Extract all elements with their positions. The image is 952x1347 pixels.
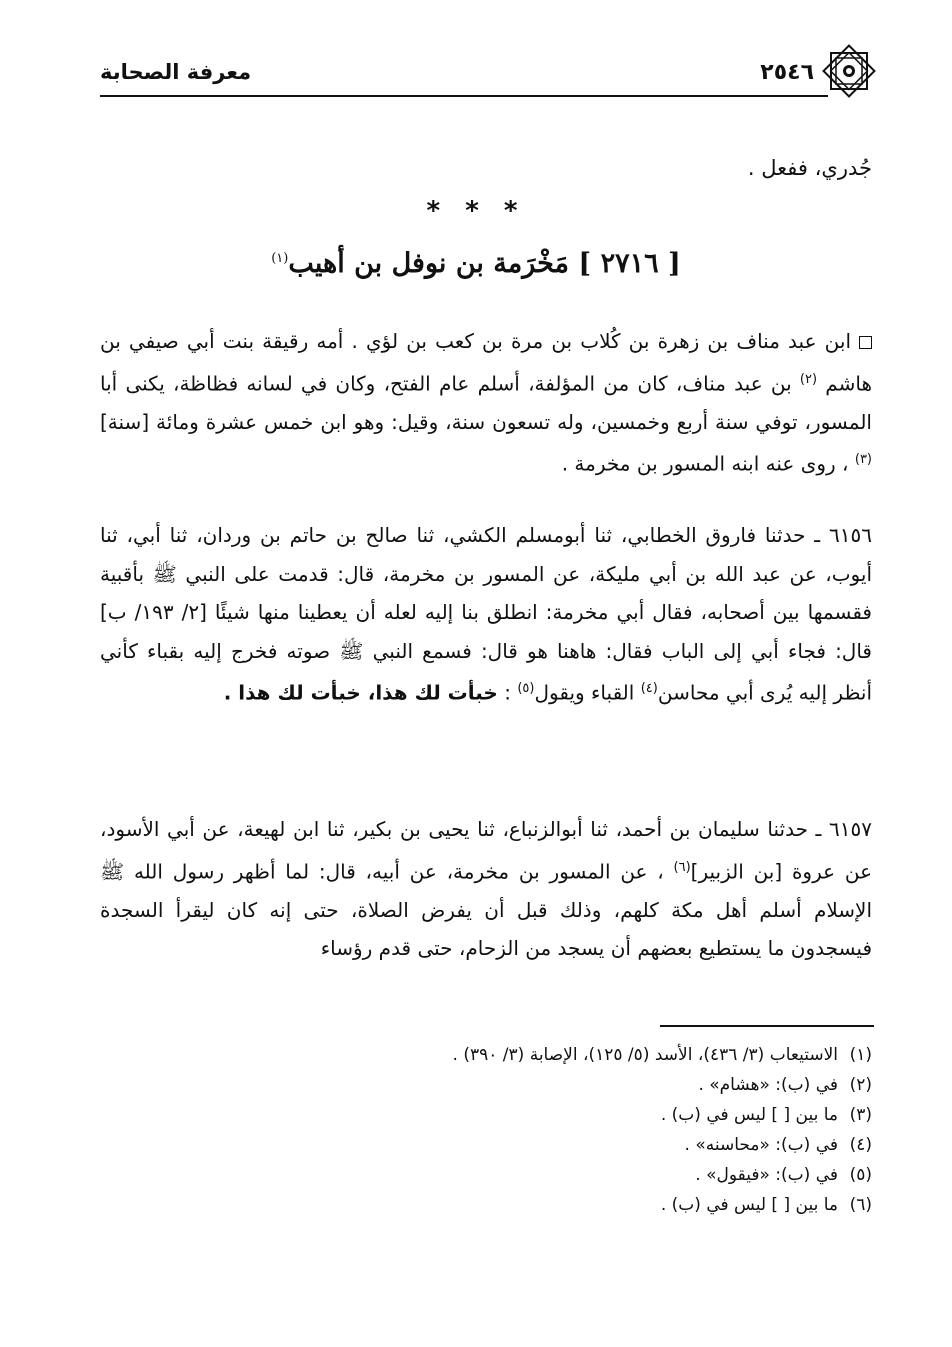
book-title: معرفة الصحابة bbox=[100, 60, 252, 84]
footnote-ref: (٦) bbox=[673, 859, 691, 875]
footnote-number: (٢) bbox=[849, 1075, 872, 1095]
hadith-text: ، عن المسور بن مخرمة، عن أبيه، قال: لما أظهر رسول الله ﷺ الإسلام أسلم أهل مكة كلهم، وذلك قبل أن يفرض الصلاة، حتى إنه كان ليقرأ السجدة فيسجدون ما يستطيع بعضهم أن يسجد من الزحام، حتى قدم رؤساء bbox=[100, 859, 872, 961]
footnote-item bbox=[100, 1130, 872, 1160]
footnote-ref: (٢) bbox=[799, 371, 818, 387]
footnote-text: في (ب): «هشام» . bbox=[698, 1075, 838, 1095]
biography-paragraph bbox=[100, 322, 872, 483]
footnote-text: في (ب): «محاسنه» . bbox=[684, 1135, 838, 1155]
hadith-text: القباء ويقول bbox=[534, 680, 635, 705]
page-number: ٢٥٤٦ bbox=[760, 60, 814, 85]
entry-number: [ ٢٧١٦ ] bbox=[578, 248, 681, 279]
footnote-divider bbox=[660, 1025, 874, 1027]
bio-text: ابن عبد مناف بن زهرة بن كُلاب بن مرة بن كعب بن لؤي . أمه رقيقة بنت أبي صيفي بن هاشم bbox=[100, 329, 872, 396]
footnote-number: (١) bbox=[849, 1045, 872, 1065]
continuation-text: جُدري، ففعل . bbox=[747, 156, 872, 180]
footnote-item bbox=[100, 1070, 872, 1100]
octagram-ornament-icon bbox=[818, 40, 880, 102]
square-bullet-icon bbox=[859, 336, 872, 349]
footnote-item bbox=[100, 1190, 872, 1220]
page-header bbox=[100, 48, 874, 96]
entry-name: مَخْرَمة بن نوفل بن أهيب bbox=[288, 248, 570, 279]
footnote-ref: (١) bbox=[271, 251, 289, 266]
section-separator: * * * bbox=[426, 196, 526, 226]
hadith-text: ٦١٥٧ ـ حدثنا سليمان بن أحمد، ثنا أبوالزنباع، ثنا يحيى بن بكير، ثنا ابن لهيعة، عن أبي الأسود، عن عروة [بن الزبير] bbox=[100, 817, 873, 884]
footnote-text: ما بين [ ] ليس في (ب) . bbox=[660, 1105, 838, 1125]
footnote-number: (٤) bbox=[849, 1135, 872, 1155]
bio-text: بن عبد مناف، كان من المؤلفة، أسلم عام الفتح، وكان في لسانه فظاظة، يكنى أبا المسور، توفي سنة أربع وخمسين، وله تسعون سنة، وقيل: وهو ابن خمس عشرة ومائة [سنة] bbox=[100, 371, 872, 434]
footnote-text: الاستيعاب (٣/ ٤٣٦)، الأسد (٥/ ١٢٥)، الإصابة (٣/ ٣٩٠) . bbox=[452, 1045, 838, 1065]
hadith-quote: خبأت لك هذا، خبأت لك هذا . bbox=[223, 680, 498, 705]
footnote-number: (٣) bbox=[849, 1105, 872, 1125]
footnotes-list bbox=[100, 1040, 872, 1220]
footnote-number: (٦) bbox=[849, 1195, 872, 1215]
footnote-text: في (ب): «فيقول» . bbox=[695, 1165, 838, 1185]
footnote-item bbox=[100, 1160, 872, 1190]
footnote-ref: (٥) bbox=[517, 681, 535, 696]
footnote-ref: (٤) bbox=[640, 681, 658, 696]
footnote-number: (٥) bbox=[849, 1165, 872, 1185]
hadith-text: : bbox=[504, 680, 511, 705]
hadith-6157 bbox=[100, 810, 872, 968]
footnote-text: ما بين [ ] ليس في (ب) . bbox=[660, 1195, 838, 1215]
header-divider bbox=[100, 95, 828, 97]
bio-text: ، روى عنه ابنه المسور بن مخرمة . bbox=[561, 451, 849, 476]
hadith-6156 bbox=[100, 516, 872, 712]
entry-heading bbox=[0, 248, 952, 279]
hadith-text: ٦١٥٦ ـ حدثنا فاروق الخطابي، ثنا أبومسلم الكشي، ثنا صالح بن حاتم بن وردان، ثنا أبي، ثنا أيوب، عن عبد الله بن أبي مليكة، عن المسور بن مخرمة، قال: قدمت على النبي ﷺ بأقبية فقسمها بين أصحابه، فقال أبي مخرمة: انطلق بنا إليه لعله أن يعطينا منها شيئًا [٢/ ١٩٣/ ب] قال: فجاء أبي إلى الباب فقال: هاهنا هو قال: فسمع النبي ﷺ صوته فخرج إليه بقباء كأني أنظر إليه يُرى أبي محاسن bbox=[100, 523, 872, 705]
footnote-ref: (٣) bbox=[854, 452, 872, 468]
footnote-item bbox=[100, 1040, 872, 1070]
footnote-item bbox=[100, 1100, 872, 1130]
